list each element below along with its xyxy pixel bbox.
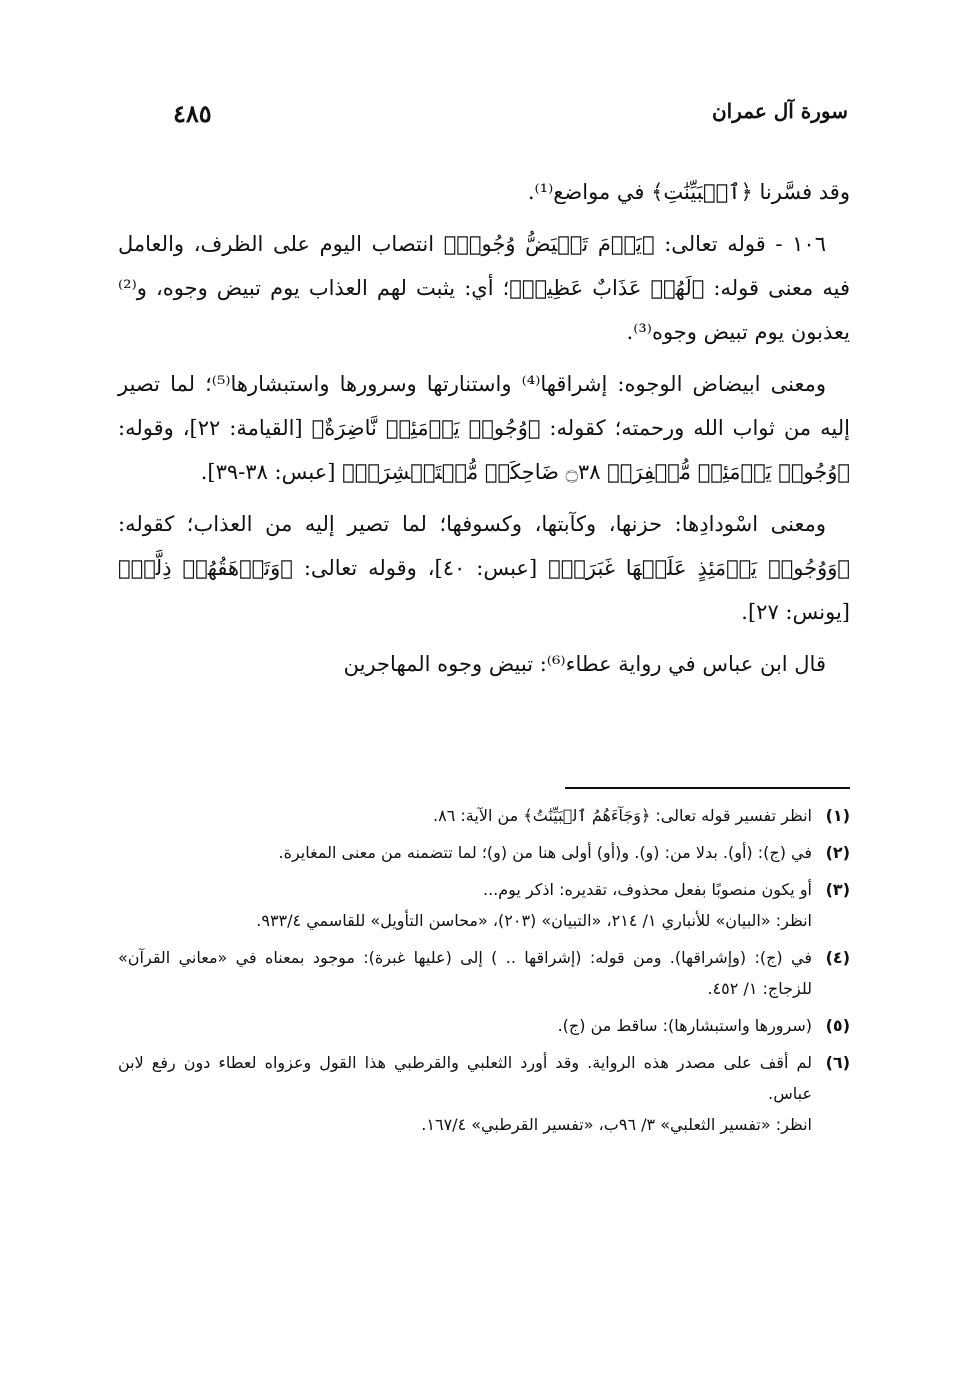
paragraph: ١٠٦ - قوله تعالى: ﴿يَوۡمَ تَبۡيَضُّ وُجُوهٞ﴾ انتصاب اليوم على الظرف، والعامل فيه معنى قوله: ﴿لَهُمۡ عَذَابٌ عَظِيمٞ﴾؛ أي: يثبت لهم العذاب يوم تبيض وجوه، و⁽²⁾ يعذبون يوم تبيض وجوه⁽³⁾. <box>118 232 850 344</box>
footnote-line: في (ج): (وإشراقها). ومن قوله: (إشراقها .. ) إلى (عليها غبرة): موجود بمعناه في «معاني القرآن» للزجاج: ١/ ٤٥٢. <box>118 948 812 998</box>
footnote-line: في (ج): (أو). بدلا من: (و). و(أو) أولى هنا من (و)؛ لما تتضمنه من معنى المغايرة. <box>278 843 812 862</box>
footnote <box>118 942 850 1004</box>
footnote-text <box>118 874 812 936</box>
footnote <box>118 874 850 936</box>
footnote-line: لم أقف على مصدر هذه الرواية. وقد أورد الثعلبي والقرطبي هذا القول وعزواه لعطاء دون رفع لابن عباس. <box>118 1053 812 1103</box>
footnote-text <box>118 837 812 868</box>
footnote-text <box>118 942 812 1004</box>
footnote <box>118 1010 850 1041</box>
footnote-separator <box>565 787 850 789</box>
footnote-number: (٦) <box>825 1053 850 1072</box>
page-header <box>118 95 848 135</box>
footnotes <box>118 800 850 1146</box>
footnote-text <box>118 1010 812 1041</box>
footnote-line: انظر تفسير قوله تعالى: ﴿وَجَآءَهُمُ ٱلۡبَيِّنَٰتُ﴾ من الآية: ٨٦. <box>433 806 812 825</box>
footnote-number: (٤) <box>825 948 850 967</box>
footnote <box>118 1047 850 1140</box>
footnote-line: انظر: «البيان» للأنباري ١/ ٢١٤، «التبيان» (٢٠٣)، «محاسن التأويل» للقاسمي ٩٣٣/٤. <box>256 911 812 930</box>
page-number: ٤٨٥ <box>173 99 212 128</box>
paragraph: ومعنى اسْودادِها: حزنها، وكآبتها، وكسوفها؛ لما تصير إليه من العذاب؛ كقوله: ﴿وَوُجُوهٞ يَوۡمَئِذٍ عَلَيۡهَا غَبَرَةٞ﴾ [عبس: ٤٠]، وقوله تعالى: ﴿وَتَرۡهَقُهُمۡ ذِلَّةٞ﴾ [يونس: ٢٧]. <box>118 512 850 624</box>
footnote-number: (١) <box>825 806 850 825</box>
footnote-number: (٥) <box>825 1016 850 1035</box>
footnote-line: انظر: «تفسير الثعلبي» ٣/ ٩٦ب، «تفسير القرطبي» ١٦٧/٤. <box>421 1115 812 1134</box>
footnote-text <box>118 800 812 831</box>
footnote-number: (٣) <box>825 880 850 899</box>
surah-title: سورة آل عمران <box>711 99 848 123</box>
footnote-line: (سرورها واستبشارها): ساقط من (ج). <box>557 1016 812 1035</box>
paragraph: وقد فسَّرنا ﴿ٱلۡبَيِّنَٰتِ﴾ في مواضع⁽¹⁾. <box>527 180 850 204</box>
footnote <box>118 800 850 831</box>
main-text <box>118 170 850 694</box>
paragraph: ومعنى ابيضاض الوجوه: إشراقها⁽⁴⁾ واستنارتها وسرورها واستبشارها⁽⁵⁾؛ لما تصير إليه من ثواب الله ورحمته؛ كقوله: ﴿وُجُوهٞ يَوۡمَئِذٖ نَّاضِرَةٌ﴾ [القيامة: ٢٢]، وقوله: ﴿وُجُوهٞ يَوۡمَئِذٖ مُّسۡفِرَةٞ ۝٣٨ ضَاحِكَةٞ مُّسۡتَبۡشِرَةٞ﴾ [عبس: ٣٨-٣٩]. <box>118 372 850 484</box>
footnote-text <box>118 1047 812 1140</box>
paragraph: قال ابن عباس في رواية عطاء⁽⁶⁾: تبيض وجوه المهاجرين <box>343 652 826 676</box>
footnote-number: (٢) <box>825 843 850 862</box>
footnote <box>118 837 850 868</box>
footnote-line: أو يكون منصوبًا بفعل محذوف، تقديره: اذكر يوم... <box>483 880 812 899</box>
